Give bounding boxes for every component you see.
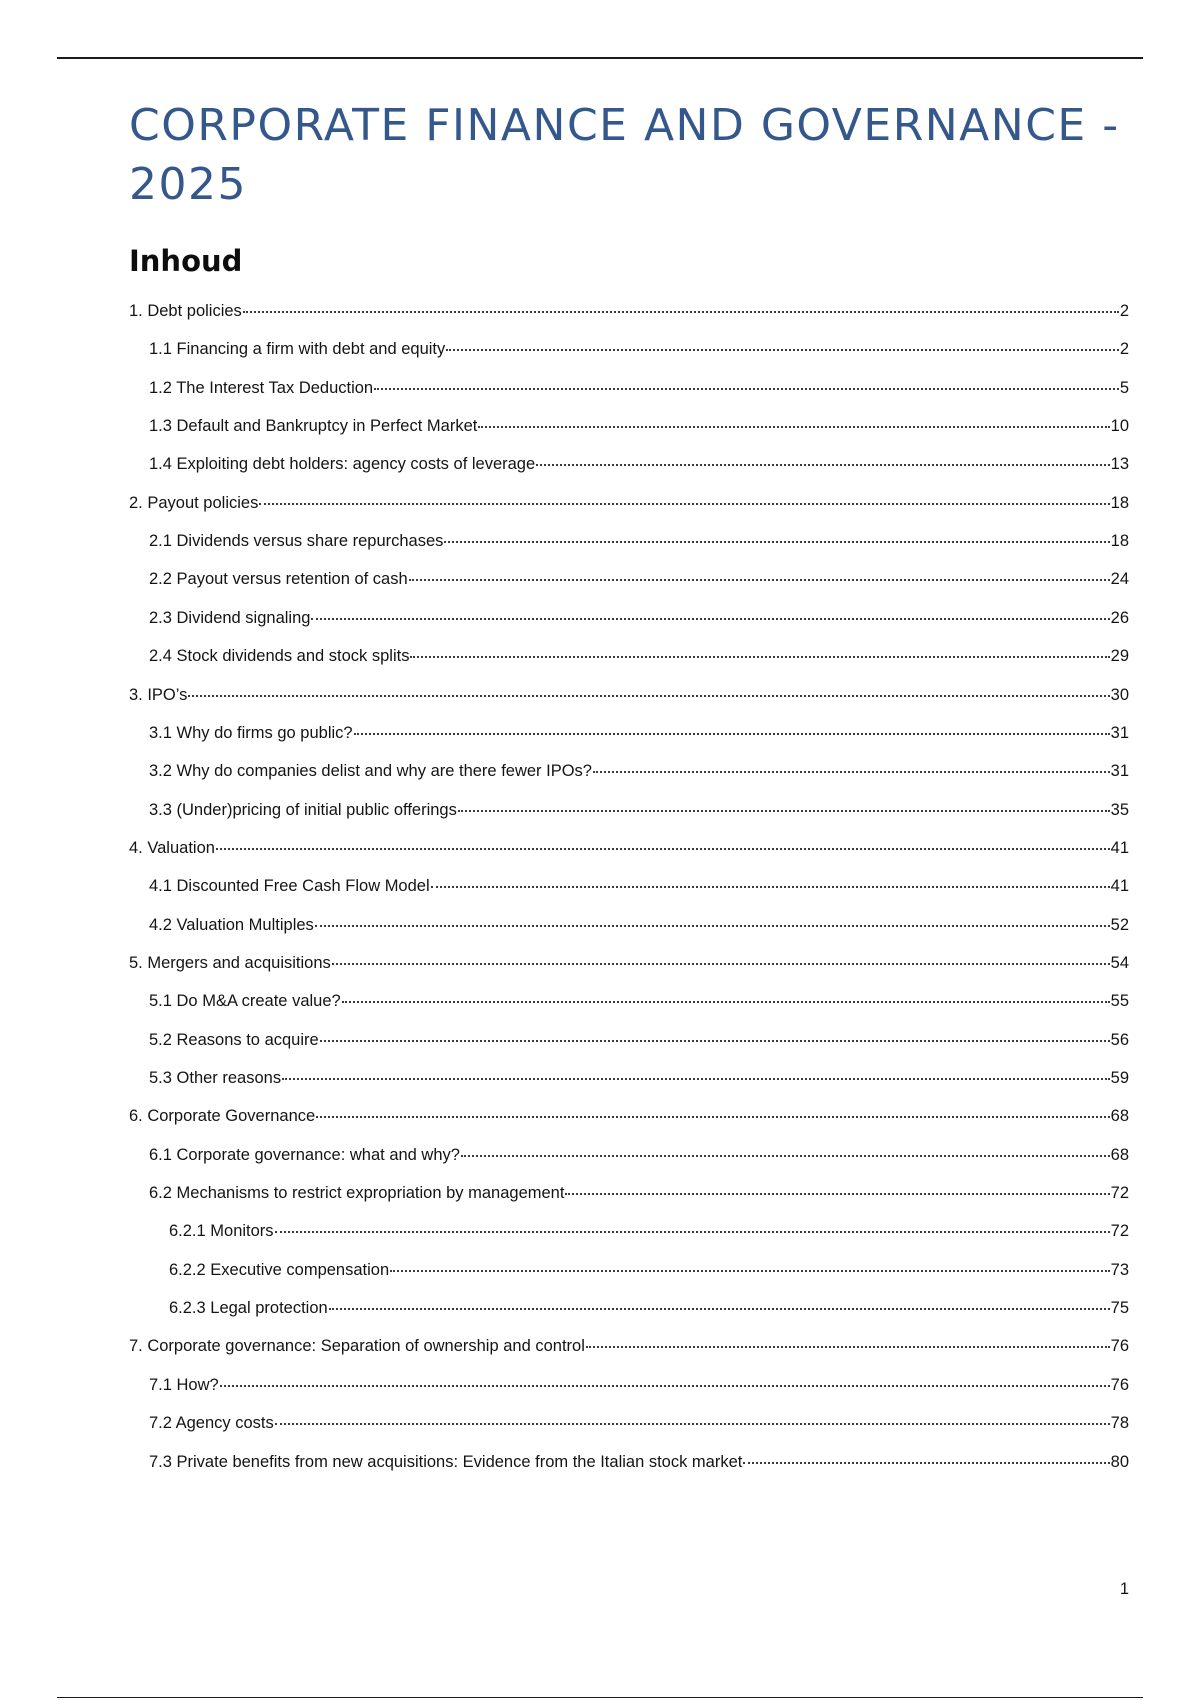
toc-entry-page: 26 [1110,608,1129,627]
toc-entry-page: 75 [1110,1299,1129,1318]
toc-entry-label: 3.2 Why do companies delist and why are there fewer IPOs? [149,762,592,781]
toc-entry[interactable] [0,867,1200,905]
toc-entry-label: 6.2.2 Executive compensation [169,1260,390,1279]
toc-entry-label: 7.1 How? [149,1375,219,1394]
toc-entry[interactable] [0,1136,1200,1174]
toc-entry[interactable] [0,906,1200,944]
toc-dot-leader [743,1462,1109,1464]
toc-entry[interactable] [0,791,1200,829]
toc-dot-leader [444,541,1109,543]
toc-dot-leader [565,1193,1109,1195]
toc-dot-leader [446,349,1119,351]
toc-entry-page: 72 [1110,1184,1129,1203]
toc-entry[interactable] [0,1097,1200,1135]
toc-entry-page: 2 [1119,340,1129,359]
toc-dot-leader [275,1231,1110,1233]
header-rule [57,57,1143,59]
document-title: CORPORATE FINANCE AND GOVERNANCE - 2025 [129,100,1120,210]
toc-dot-leader [220,1385,1110,1387]
toc-entry[interactable] [0,484,1200,522]
toc-dot-leader [216,848,1110,850]
toc-dot-leader [315,925,1110,927]
toc-entry-label: 3.3 (Under)pricing of initial public offerings [149,800,457,819]
toc-entry-label: 1.3 Default and Bankruptcy in Perfect Market [149,417,478,436]
toc-entry[interactable] [0,445,1200,483]
toc-entry[interactable] [0,676,1200,714]
toc-dot-leader [593,771,1110,773]
toc-dot-leader [478,426,1109,428]
toc-entry-label: 6.1 Corporate governance: what and why? [149,1145,460,1164]
toc-dot-leader [275,1423,1110,1425]
toc-entry-page: 13 [1110,455,1129,474]
toc-entry[interactable] [0,1212,1200,1250]
toc-entry[interactable] [0,752,1200,790]
toc-dot-leader [259,503,1109,505]
toc-dot-leader [431,886,1110,888]
toc-entry-label: 5.3 Other reasons [149,1069,282,1087]
toc-entry-page: 59 [1110,1069,1129,1087]
toc-dot-leader [461,1155,1110,1157]
toc-entry-label: 1. Debt policies [129,302,242,320]
toc-entry[interactable] [0,1021,1200,1059]
toc-entry-page: 76 [1110,1337,1129,1356]
toc-entry[interactable] [0,1251,1200,1289]
toc-dot-leader [320,1040,1110,1042]
toc-entry-page: 52 [1110,915,1129,934]
toc-entry-page: 68 [1110,1107,1129,1126]
toc-entry-label: 5. Mergers and acquisitions [129,953,331,972]
toc-entry-page: 54 [1110,953,1129,972]
toc-entry-label: 2.2 Payout versus retention of cash [149,570,408,589]
toc-entry-page: 35 [1110,800,1129,819]
toc-entry-page: 2 [1119,302,1129,320]
toc-entry[interactable] [0,522,1200,560]
toc-entry-label: 7. Corporate governance: Separation of ownership and control [129,1337,585,1356]
toc-entry-page: 41 [1110,838,1129,857]
toc-entry-page: 18 [1110,493,1129,512]
toc-entry[interactable] [0,599,1200,637]
toc-entry-page: 76 [1110,1375,1129,1394]
toc-dot-leader [536,464,1109,466]
toc-entry-page: 31 [1110,762,1129,781]
toc-entry-label: 4.2 Valuation Multiples [149,915,314,934]
toc-entry-page: 73 [1110,1260,1129,1279]
toc-entry[interactable] [0,1327,1200,1365]
toc-entry-label: 2.3 Dividend signaling [149,608,311,627]
toc-entry-page: 68 [1110,1145,1129,1164]
toc-dot-leader [282,1078,1110,1080]
toc-dot-leader [390,1270,1110,1272]
toc-entry-label: 7.2 Agency costs [149,1414,274,1433]
toc-entry[interactable] [0,1443,1200,1481]
toc-dot-leader [188,695,1109,697]
toc-dot-leader [316,1116,1109,1118]
toc-entry-label: 6.2.1 Monitors [169,1222,274,1241]
toc-entry[interactable] [0,1059,1200,1097]
toc-dot-leader [243,311,1119,313]
toc-entry-label: 4. Valuation [129,838,215,857]
toc-entry[interactable] [0,407,1200,445]
toc-entry[interactable] [0,829,1200,867]
toc-dot-leader [458,810,1110,812]
toc-entry-label: 3.1 Why do firms go public? [149,723,353,742]
toc-entry-label: 2.4 Stock dividends and stock splits [149,647,410,666]
toc-entry-page: 78 [1110,1414,1129,1433]
toc-dot-leader [586,1346,1110,1348]
toc-dot-leader [410,656,1109,658]
toc-entry-page: 55 [1110,992,1129,1011]
toc-entry-label: 7.3 Private benefits from new acquisitions: Evidence from the Italian stock market [149,1452,743,1471]
toc-entry[interactable] [0,637,1200,675]
toc-dot-leader [374,388,1119,390]
toc-entry-page: 56 [1110,1030,1129,1049]
toc-entry[interactable] [0,292,1200,330]
toc-entry[interactable] [0,330,1200,368]
toc-entry[interactable] [0,714,1200,752]
toc-entry[interactable] [0,1404,1200,1442]
toc-entry[interactable] [0,1366,1200,1404]
toc-entry-label: 6.2.3 Legal protection [169,1299,328,1318]
toc-entry-page: 41 [1110,877,1129,896]
toc-entry[interactable] [0,369,1200,407]
toc-dot-leader [329,1308,1110,1310]
toc-entry-label: 1.1 Financing a firm with debt and equity [149,340,446,359]
toc-entry-label: 4.1 Discounted Free Cash Flow Model [149,877,430,896]
toc-entry-page: 30 [1110,685,1129,704]
toc-heading: Inhoud [129,244,243,278]
toc-entry-page: 29 [1110,647,1129,666]
toc-entry-label: 6. Corporate Governance [129,1107,316,1126]
toc-dot-leader [311,618,1109,620]
toc-entry-page: 31 [1110,723,1129,742]
toc-entry-page: 24 [1110,570,1129,589]
toc-entry-label: 2.1 Dividends versus share repurchases [149,532,444,551]
toc-dot-leader [342,1001,1110,1003]
toc-entry-page: 5 [1119,378,1129,397]
toc-entry-page: 18 [1110,532,1129,551]
toc-entry-page: 72 [1110,1222,1129,1241]
toc-entry-label: 1.4 Exploiting debt holders: agency costs of leverage [149,455,536,474]
toc-entry[interactable] [0,982,1200,1020]
toc-dot-leader [409,579,1110,581]
toc-entry[interactable] [0,944,1200,982]
footer-rule [57,1697,1143,1698]
toc-entry[interactable] [0,1289,1200,1327]
toc-entry-page: 10 [1110,417,1129,436]
page-number: 1 [1119,1580,1129,1598]
toc-entry-page: 80 [1110,1452,1129,1471]
toc-entry-label: 5.2 Reasons to acquire [149,1030,319,1049]
toc-entry-label: 5.1 Do M&A create value? [149,992,341,1011]
toc-entry-label: 1.2 The Interest Tax Deduction [149,378,374,397]
toc-entry[interactable] [0,1174,1200,1212]
toc-dot-leader [354,733,1110,735]
toc-entry[interactable] [0,560,1200,598]
toc-entry-label: 3. IPO’s [129,685,188,704]
toc-entry-label: 6.2 Mechanisms to restrict expropriation by management [149,1184,565,1203]
toc-dot-leader [332,963,1110,965]
toc-entry-label: 2. Payout policies [129,493,259,512]
